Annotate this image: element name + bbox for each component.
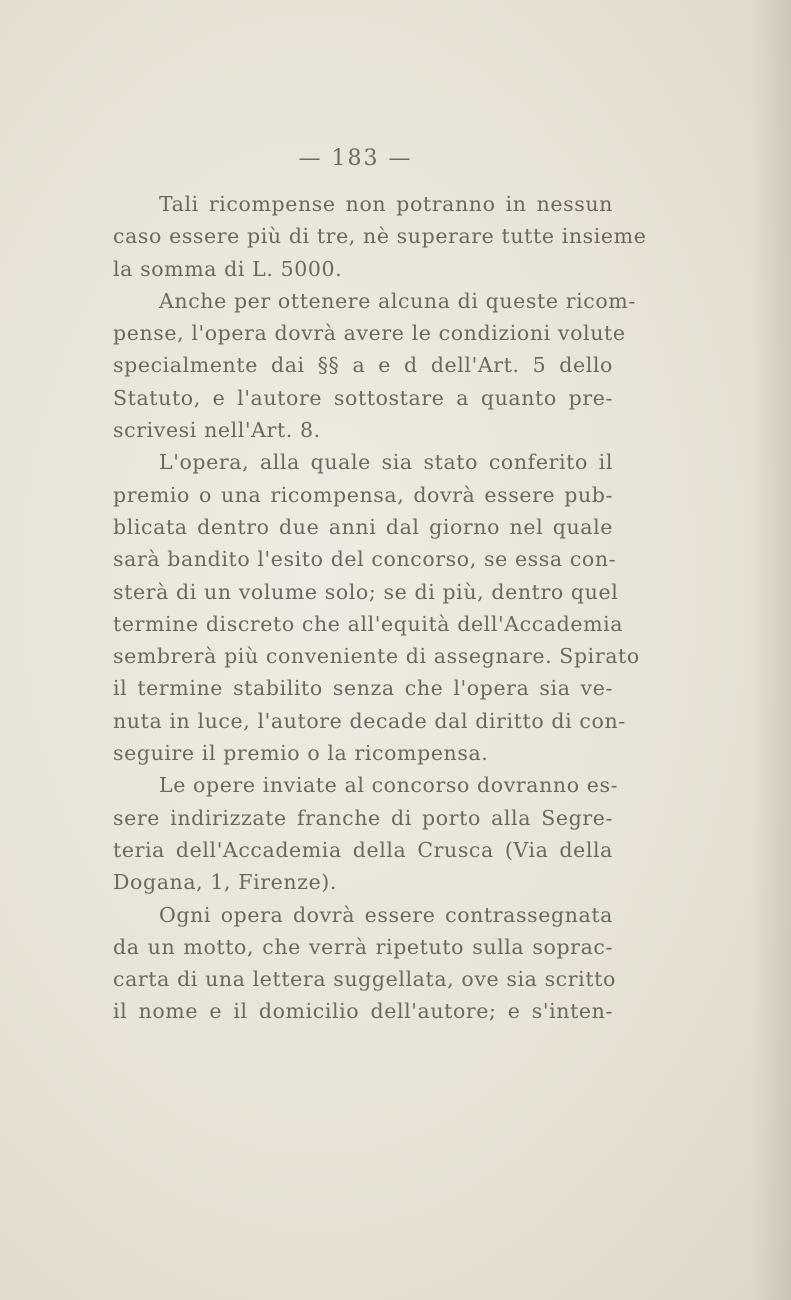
text-line: la somma di L. 5000. [113, 256, 343, 281]
text-line: sarà bandito l'esito del concorso, se essa con- [113, 547, 617, 572]
text-line: Tali ricompense non potranno in nessun [159, 192, 613, 216]
text-line: Anche per ottenere alcuna di queste ricom- [159, 288, 636, 313]
text-line: da un motto, che verrà ripetuto sulla soprac- [113, 934, 613, 959]
text-line: specialmente dai §§ a e d dell'Art. 5 dello [113, 353, 613, 378]
text-line: Le opere inviate al concorso dovranno es- [159, 773, 619, 798]
text-line: il termine stabilito senza che l'opera sia ve- [113, 676, 613, 701]
text-line: Ogni opera dovrà essere contrassegnata [159, 902, 613, 927]
text-line: premio o una ricompensa, dovrà essere pub- [113, 482, 613, 507]
text-line: sembrerà più conveniente di assegnare. Spirato [113, 644, 640, 669]
text-line: Dogana, 1, Firenze). [113, 870, 338, 895]
text-line: termine discreto che all'equità dell'Accademia [113, 611, 624, 636]
text-line: blicata dentro due anni dal giorno nel quale [113, 514, 613, 539]
text-line: carta di una lettera suggellata, ove sia scritto [113, 967, 616, 992]
text-line: L'opera, alla quale sia stato conferito il [159, 450, 613, 475]
text-line: sterà di un volume solo; se di più, dentro quel [113, 579, 619, 604]
body-text [113, 188, 647, 1028]
page-number: — 183 — [298, 146, 413, 171]
text-line: Statuto, e l'autore sottostare a quanto pre- [113, 385, 613, 410]
text-line: sere indirizzate franche di porto alla Segre- [113, 805, 613, 830]
text-line: caso essere più di tre, nè superare tutte insieme [113, 224, 647, 249]
text-line: teria dell'Accademia della Crusca (Via della [113, 837, 613, 862]
text-line: pense, l'opera dovrà avere le condizioni volute [113, 321, 626, 346]
text-line: seguire il premio o la ricompensa. [113, 741, 489, 766]
text-line: nuta in luce, l'autore decade dal diritto di con- [113, 708, 626, 733]
text-line: scrivesi nell'Art. 8. [113, 418, 321, 443]
text-line: il nome e il domicilio dell'autore; e s'inten- [113, 999, 613, 1024]
page-edge-shadow [751, 0, 791, 1300]
